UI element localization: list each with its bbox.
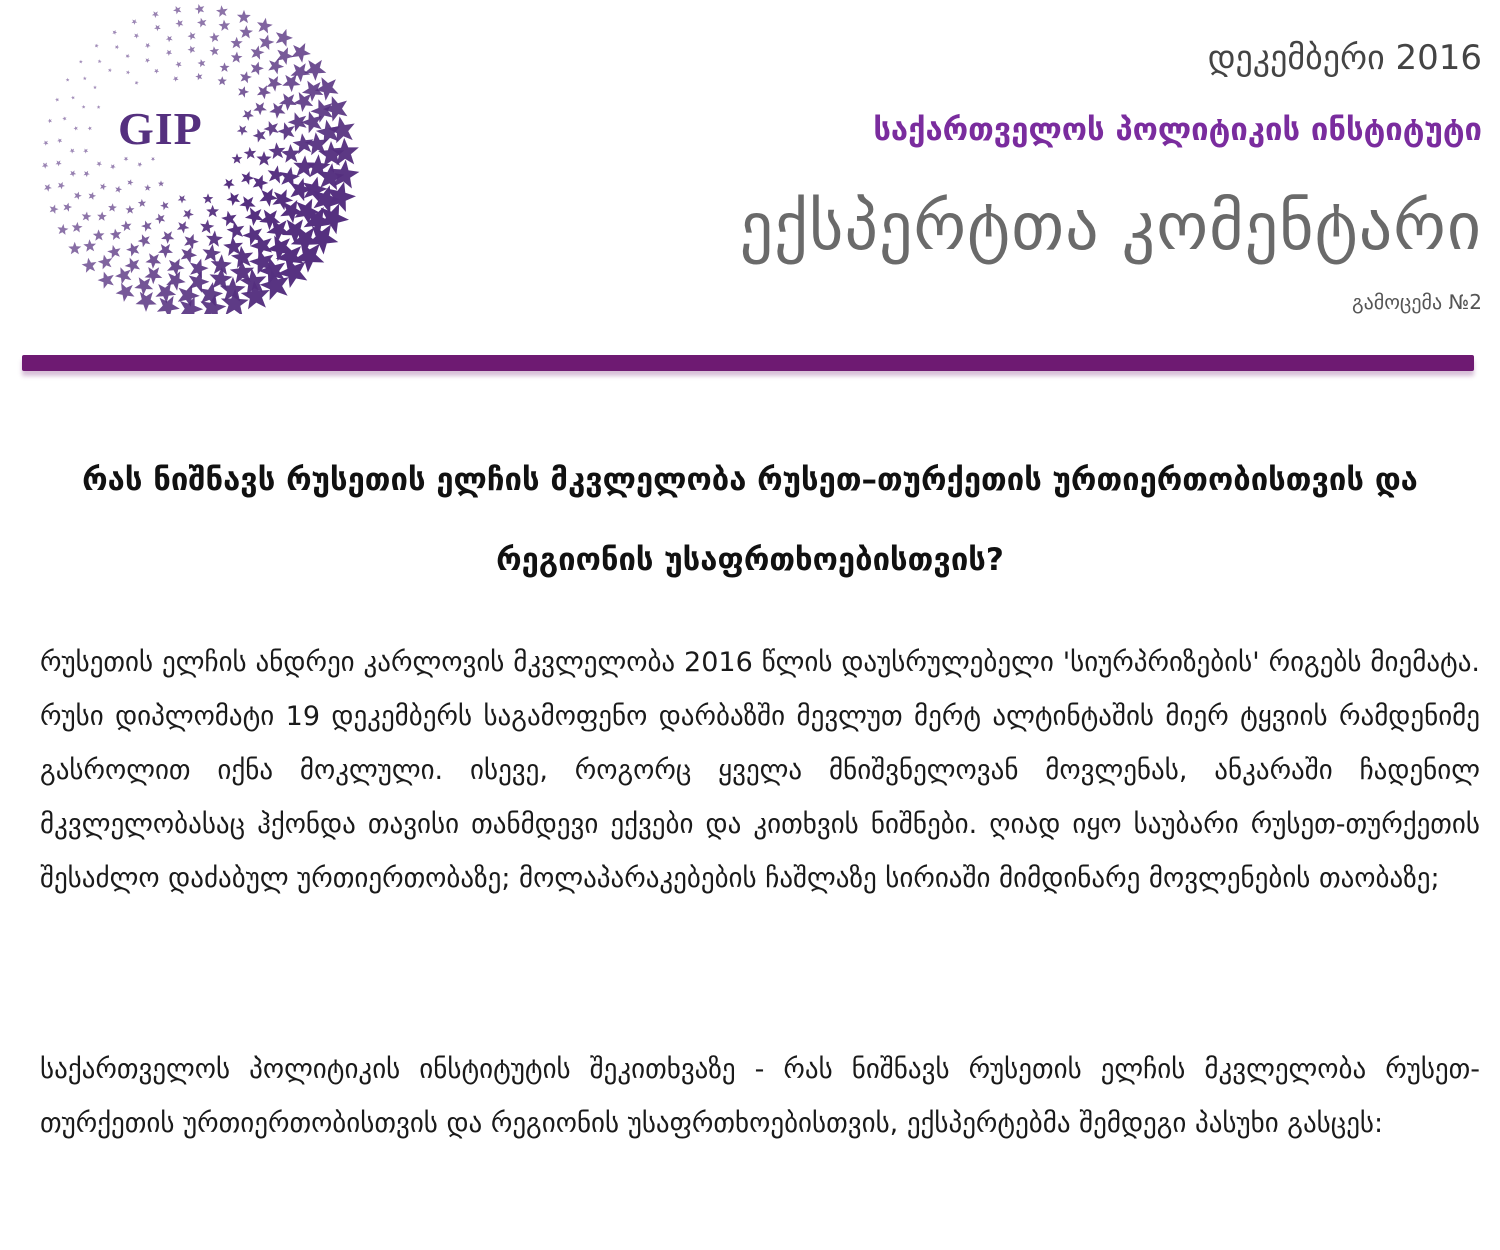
logo-star [155, 214, 165, 225]
publication-date: დეკემბერი 2016 [1207, 38, 1482, 78]
logo-star [145, 253, 161, 269]
logo-star [220, 62, 230, 72]
logo-star [238, 86, 249, 98]
logo-star [181, 247, 198, 264]
logo-star [175, 20, 183, 28]
logo-star [264, 121, 279, 137]
logo-star [188, 46, 196, 54]
article-paragraph: საქართველოს პოლიტიკის ინსტიტუტის შეკითხვაზე - რას ნიშნავს რუსეთის ელჩის მკვლელობა რუსეთ-თურქეთის ურთიერთობისთვის და რეგიონის უსაფრთხოებისთვის, ექსპერტებმა შემდეგი პასუხი გასცეს: [40, 1054, 1480, 1139]
star-globe-icon [30, 4, 360, 314]
logo-star [57, 224, 68, 235]
logo-star [281, 144, 301, 163]
logo-star [240, 71, 252, 83]
logo-star [63, 203, 72, 212]
logo-star [145, 58, 150, 63]
logo-star [251, 62, 264, 76]
logo-star [48, 119, 53, 124]
logo-star [50, 205, 59, 214]
logo-star [209, 32, 219, 42]
logo-star [259, 35, 274, 51]
logo-star [152, 11, 159, 18]
logo-star [57, 138, 62, 143]
logo-star [95, 44, 99, 48]
logo-star [210, 46, 220, 56]
logo-star [218, 76, 227, 85]
logo-star [216, 5, 228, 17]
logo-star [244, 147, 257, 159]
logo-star [84, 171, 90, 177]
logo-star [268, 142, 285, 159]
logo-star [279, 93, 297, 110]
logo-star [97, 212, 107, 221]
logo-star [173, 6, 181, 14]
logo-star [160, 201, 169, 210]
logo-star [66, 78, 70, 82]
logo-star [115, 267, 131, 284]
logo-star [108, 203, 117, 212]
logo-star [126, 70, 130, 74]
logo-star [253, 129, 266, 143]
logo-star [79, 60, 83, 64]
logo-star [83, 239, 96, 252]
logo-star [98, 255, 113, 270]
logo-star [96, 161, 102, 166]
logo-star [223, 179, 234, 190]
logo-star [278, 122, 295, 140]
logo-star [195, 4, 205, 14]
logo-star [203, 193, 214, 203]
logo-star [110, 229, 122, 241]
logo-star [237, 10, 251, 23]
logo-star [304, 60, 326, 81]
logo-star [227, 221, 245, 239]
logo-star [138, 234, 151, 247]
logo-star [145, 43, 151, 49]
logo-star [183, 209, 194, 220]
logo-star [203, 244, 222, 262]
document-title: ექსპერტთა კომენტარი [739, 188, 1482, 265]
logo-star [155, 283, 176, 303]
logo-star [98, 272, 114, 289]
logo-star [232, 153, 243, 163]
logo-star [154, 69, 159, 74]
logo-star [269, 103, 285, 119]
logo-star [158, 244, 173, 258]
logo-star [158, 180, 164, 186]
logo-star [132, 19, 138, 25]
logo-star [82, 105, 86, 109]
logo-star [227, 192, 241, 206]
logo-star [72, 222, 83, 233]
logo-star [195, 73, 202, 80]
logo-star [88, 126, 92, 130]
logo-star [219, 20, 231, 31]
logo-star [98, 59, 102, 63]
header-divider [22, 355, 1474, 371]
logo-star [253, 102, 267, 115]
issue-number: გამოცემა №2 [1351, 290, 1482, 314]
logo-star [280, 167, 300, 187]
article-paragraph: რუსეთის ელჩის ანდრეი კარლოვის მკვლელობა 2016 წლის დაუსრულებელი 'სიურპრიზების' რიგებს მიემატა. რუსი დიპლომატი 19 დეკემბერს საგამოფენო დარბაზში მევლუთ მერტ ალტინტაშის მიერ ტყვიის რამდენიმე გასროლით იქნა მოკლული. ისევე, როგორც ყველა მნიშვნელოვან მოვლენას, ანკარაში ჩადენილ მკვლელობასაც ჰქონდა თავისი თანმდევი ექვები და კითხვის ნიშნები. ღიად იყო საუბარი რუსეთ-თურქეთის შესაძლო დაძაბულ ურთიერთობაზე; მოლაპარაკებების ჩაშლაზე სირიაში მიმდინარე მოვლენების თაობაზე; [40, 647, 1480, 894]
logo-star [276, 47, 293, 65]
logo-star [197, 18, 207, 28]
gip-logo [30, 4, 360, 314]
logo-star [282, 74, 300, 92]
logo-star [125, 205, 134, 214]
logo-star [138, 199, 146, 207]
logo-star [177, 221, 190, 233]
logo-star [134, 277, 153, 295]
article-headline: რას ნიშნავს რუსეთის ელჩის მკვლელობა რუსეთ–თურქეთის ურთიერთობისთვის და რეგიონის უსაფრთხოებისთვის? [82, 462, 1418, 578]
logo-star [136, 292, 157, 312]
logo-star [116, 283, 135, 302]
logo-star [198, 59, 206, 67]
logo-star [231, 37, 243, 49]
logo-star [137, 162, 142, 167]
logo-star [301, 111, 322, 133]
logo-star [291, 43, 311, 63]
logo-star [166, 36, 173, 43]
logo-star [315, 77, 339, 101]
logo-star [112, 30, 117, 35]
logo-star [134, 33, 140, 38]
logo-star [126, 54, 131, 59]
logo-star [44, 184, 52, 192]
logo-star [166, 50, 172, 56]
logo-star [167, 259, 185, 277]
logo-star [83, 149, 88, 154]
logo-star [110, 164, 116, 169]
logo-star [107, 245, 120, 259]
logo-star [43, 141, 48, 146]
logo-star [58, 182, 65, 190]
logo-star [82, 258, 97, 273]
logo-star [161, 231, 174, 244]
logo-star [100, 183, 107, 190]
logo-star [257, 85, 271, 99]
logo-star [115, 186, 122, 193]
logo-star [151, 157, 155, 161]
logo-star [93, 229, 105, 240]
logo-star [74, 192, 82, 200]
logo-star [268, 58, 284, 74]
logo-star [70, 170, 77, 177]
logo-star [68, 242, 81, 255]
logo-star [141, 221, 152, 232]
logo-star [126, 243, 139, 257]
logo-star [178, 195, 187, 203]
logo-star [239, 196, 255, 212]
logo-star [237, 125, 248, 136]
logo-star [188, 32, 196, 41]
logo-star [115, 45, 119, 50]
logo-star [74, 126, 78, 131]
logo-star [135, 81, 139, 85]
logo-star [267, 76, 283, 92]
logo-star [328, 116, 355, 143]
logo-star [124, 157, 129, 162]
logo-star [276, 29, 293, 47]
logo-star [97, 105, 101, 109]
logo-star [70, 148, 75, 153]
logo-star [242, 110, 254, 121]
logo-star [173, 76, 179, 82]
logo-star [55, 98, 59, 102]
logo-star [82, 212, 92, 222]
logo-star [56, 160, 62, 166]
logo-star [256, 151, 271, 166]
logo-star [157, 296, 180, 314]
logo-star [231, 52, 243, 63]
logo-star [241, 171, 254, 185]
logo-star [83, 76, 87, 80]
logo-star [121, 221, 132, 232]
logo-star [89, 192, 97, 200]
logo-star [200, 219, 214, 233]
logo-star [62, 116, 66, 120]
logo-text: GIP [118, 103, 203, 154]
logo-star [206, 230, 223, 246]
logo-star [257, 18, 273, 34]
logo-star [93, 85, 97, 89]
organization-name: საქართველოს პოლიტიკის ინსტიტუტი [873, 112, 1482, 148]
logo-star [154, 25, 161, 32]
logo-star [206, 205, 219, 217]
logo-star [253, 175, 269, 191]
logo-star [108, 68, 112, 72]
logo-star [175, 61, 181, 67]
logo-star [323, 96, 348, 122]
logo-star [71, 96, 75, 100]
logo-star [125, 258, 141, 274]
logo-star [144, 184, 151, 191]
logo-star [42, 163, 49, 169]
logo-star [239, 25, 253, 38]
logo-star [127, 179, 133, 185]
logo-star [251, 46, 265, 60]
